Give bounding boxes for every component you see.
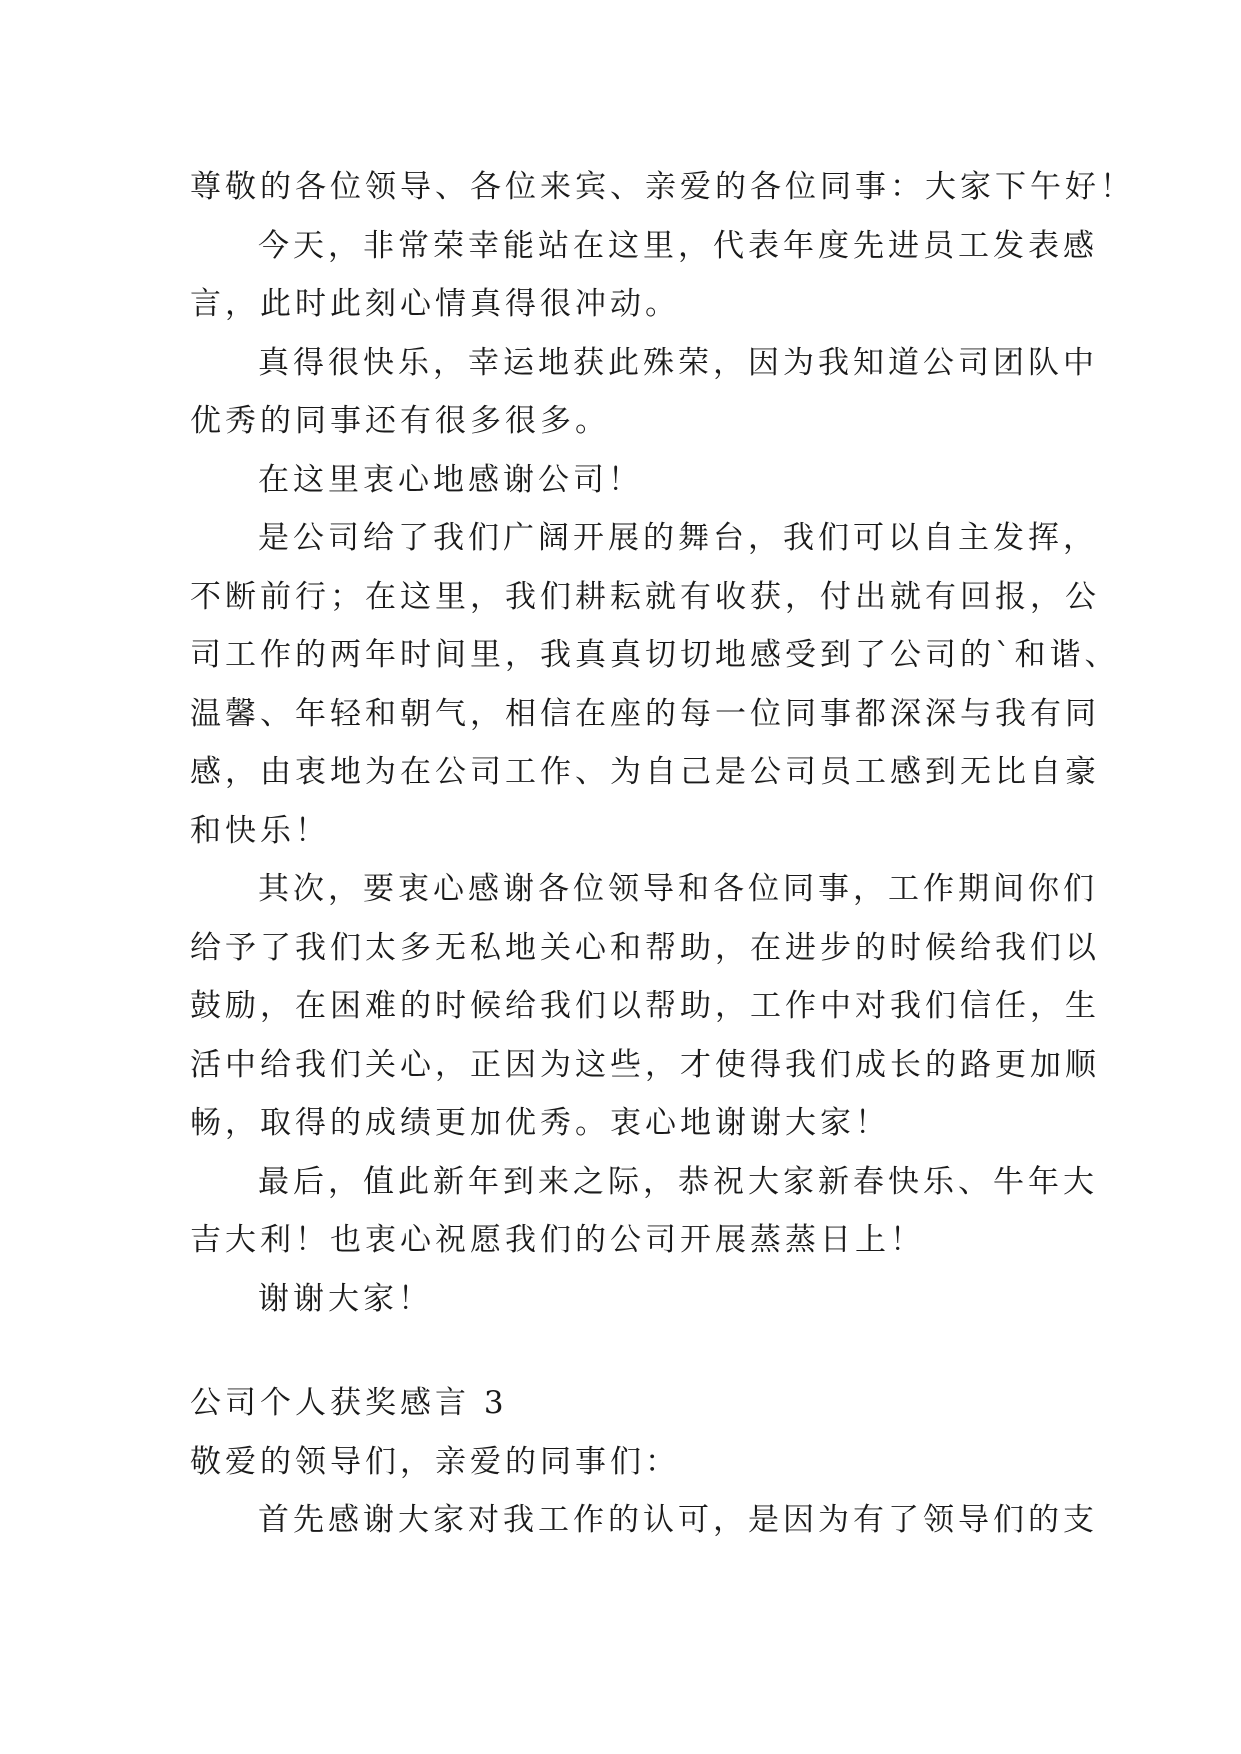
paragraph-line: 在这里衷心地感谢公司！ [258,461,643,498]
paragraph-line: 吉大利！也衷心祝愿我们的公司开展蒸蒸日上！ [190,1222,925,1258]
salutation-line: 敬爱的领导们，亲爱的同事们： [190,1443,680,1480]
closing-line: 谢谢大家！ [258,1280,433,1317]
section-title: 公司个人获奖感言 3 [190,1385,508,1421]
paragraph-line: 言，此时此刻心情真得很冲动。 [190,286,680,322]
paragraph-line: 其次，要衷心感谢各位领导和各位同事，工作期间你们 [258,871,1098,907]
paragraph-line: 是公司给了我们广阔开展的舞台，我们可以自主发挥， [258,520,1098,556]
paragraph-line: 畅，取得的成绩更加优秀。衷心地谢谢大家！ [190,1105,890,1141]
paragraph-line: 首先感谢大家对我工作的认可，是因为有了领导们的支 [258,1502,1098,1538]
paragraph-line: 温馨、年轻和朝气，相信在座的每一位同事都深深与我有同 [190,695,1100,732]
paragraph-line: 司工作的两年时间里，我真真切切地感受到了公司的`和谐、 [190,637,1120,673]
paragraph-line: 今天，非常荣幸能站在这里，代表年度先进员工发表感 [258,227,1098,264]
salutation-line: 尊敬的各位领导、各位来宾、亲爱的各位同事：大家下午好！ [190,169,1135,205]
paragraph-line: 真得很快乐，幸运地获此殊荣，因为我知道公司团队中 [258,344,1098,381]
paragraph-line: 感，由衷地为在公司工作、为自己是公司员工感到无比自豪 [190,754,1100,790]
paragraph-line: 不断前行；在这里，我们耕耘就有收获，付出就有回报，公 [190,578,1100,615]
paragraph-line: 优秀的同事还有很多很多。 [190,403,610,439]
paragraph-line: 给予了我们太多无私地关心和帮助，在进步的时候给我们以 [190,929,1100,966]
paragraph-line: 最后，值此新年到来之际，恭祝大家新春快乐、牛年大 [258,1163,1098,1200]
paragraph-line: 和快乐！ [190,812,330,849]
section-gap [190,1328,1070,1374]
paragraph-line: 鼓励，在困难的时候给我们以帮助，工作中对我们信任，生 [190,988,1100,1024]
paragraph-line: 活中给我们关心，正因为这些，才使得我们成长的路更加顺 [190,1046,1100,1083]
document-body [190,158,1135,1550]
